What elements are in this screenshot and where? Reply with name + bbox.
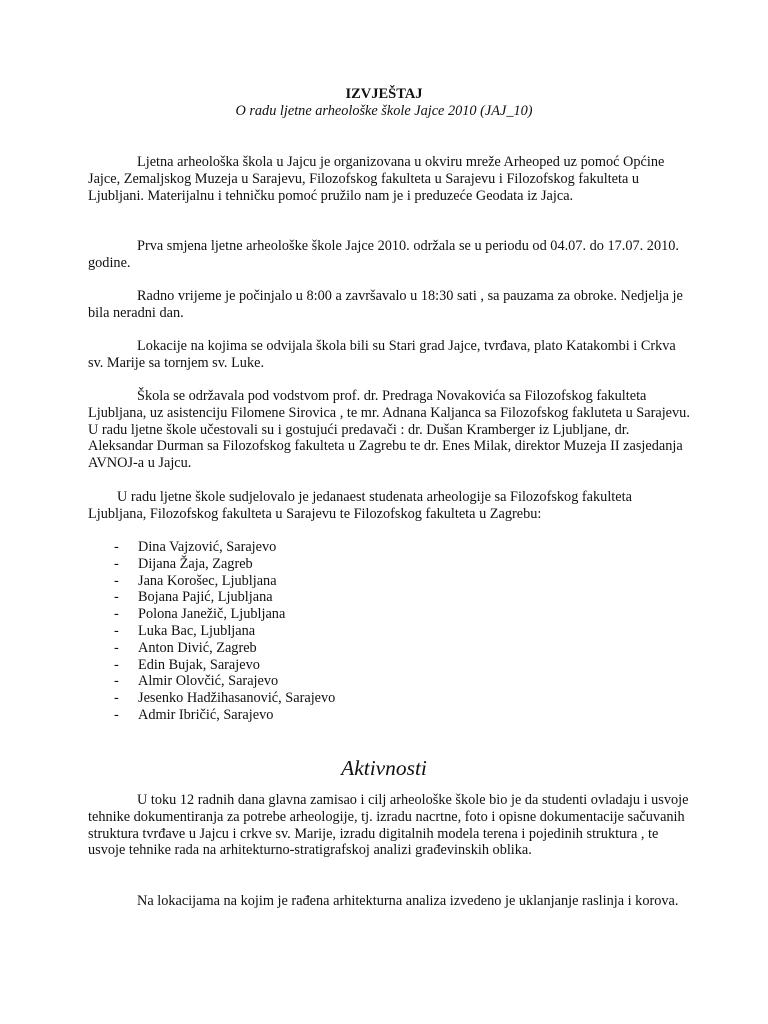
list-item (114, 573, 514, 590)
list-item (114, 556, 514, 573)
list-item (114, 606, 514, 623)
list-item (114, 640, 514, 657)
list-item (114, 589, 514, 606)
student-name: Dina Vajzović, Sarajevo (138, 539, 277, 555)
list-bullet: - (114, 639, 119, 656)
document-subtitle: O radu ljetne arheološke škole Jajce 2010 (JAJ_10) (235, 103, 533, 119)
student-name: Bojana Pajić, Ljubljana (138, 589, 273, 606)
student-name: Luka Bac, Ljubljana (138, 622, 256, 639)
list-item (114, 657, 514, 674)
list-bullet: - (114, 673, 119, 690)
paragraph-working-hours: Radno vrijeme je počinjalo u 8:00 a završavalo u 18:30 sati , sa pauzama za obroke. Nedjelja je bila neradni dan. (88, 288, 683, 321)
paragraph-participants: U radu ljetne škole sudjelovalo je jedanaest studenata arheologije sa Filozofskog fakulteta Ljubljana, Filozofskog fakulteta u Sarajevu te Filozofskog fakulteta u Zagrebu: (88, 489, 632, 522)
paragraph-first-shift: Prva smjena ljetne arheološke škole Jajce 2010. održala se u periodu od 04.07. do 17.07. 2010. godine. (88, 238, 679, 271)
paragraph-locations: Lokacije na kojima se odvijala škola bili su Stari grad Jajce, tvrđava, plato Katakombi i Crkva sv. Marije sa tornjem sv. Luke. (88, 338, 676, 371)
student-name: Jesenko Hadžihasanović, Sarajevo (138, 690, 336, 707)
list-bullet: - (114, 539, 119, 555)
paragraph-vegetation-removal: Na lokacijama na kojim je rađena arhitekturna analiza izvedeno je uklanjanje raslinja i korova. (137, 893, 679, 909)
student-name: Anton Divić, Zagreb (138, 639, 257, 656)
list-bullet: - (114, 656, 119, 673)
paragraph-organization: Ljetna arheološka škola u Jajcu je organizovana u okviru mreže Arheoped uz pomoć Općine Jajce, Zemaljskog Muzeja u Sarajevu, Filozofskog fakulteta u Sarajevu i Filozofskog fakulteta u Ljubljani. Materijalnu i tehničku pomoć pružilo nam je i preduzeće Geodata iz Jajca. (88, 154, 665, 204)
list-bullet: - (114, 690, 119, 707)
section-heading-activities: Aktivnosti (341, 756, 427, 780)
list-bullet: - (114, 706, 119, 723)
document-title: IZVJEŠTAJ (345, 86, 423, 102)
list-bullet: - (114, 622, 119, 639)
paragraph-activities-goal: U toku 12 radnih dana glavna zamisao i cilj arheološke škole bio je da studenti ovladaju i usvoje tehnike dokumentiranja za potrebe arheologije, tj. izradu nacrtne, foto i opisne dokumentacije sačuvanih struktura tvrđave u Jajcu i crkve sv. Marije, izradu digitalnih modela terena i pojedinih struktura , te usvoje tehnike rada na arhitekturno-stratigrafskoj analizi građevinskih oblika. (88, 792, 689, 859)
student-name: Edin Bujak, Sarajevo (138, 656, 260, 673)
list-bullet: - (114, 589, 119, 606)
student-name: Polona Janežič, Ljubljana (138, 606, 286, 623)
student-list (114, 539, 514, 724)
student-name: Dijana Žaja, Zagreb (138, 555, 253, 572)
student-name: Jana Korošec, Ljubljana (138, 572, 277, 589)
list-item (114, 707, 514, 724)
paragraph-leadership: Škola se održavala pod vodstvom prof. dr. Predraga Novakovića sa Filozofskog fakulteta Ljubljana, uz asistenciju Filomene Sirovica , te mr. Adnana Kaljanca sa Filozofskog fakluteta u Sarajevu. U radu ljetne škole učestovali su i gostujući predavači : dr. Dušan Kramberger iz Ljubljane, dr. Aleksandar Durman sa Filozofskog fakulteta u Zagrebu te dr. Enes Milak, direktor Muzeja II zasjedanja AVNOJ-a u Jajcu. (88, 388, 690, 472)
student-name: Almir Olovčić, Sarajevo (138, 673, 279, 690)
list-bullet: - (114, 555, 119, 572)
list-item (114, 690, 514, 707)
list-item (114, 539, 514, 556)
student-name: Admir Ibričić, Sarajevo (138, 706, 274, 723)
list-item (114, 623, 514, 640)
list-bullet: - (114, 572, 119, 589)
list-item (114, 673, 514, 690)
list-bullet: - (114, 606, 119, 623)
